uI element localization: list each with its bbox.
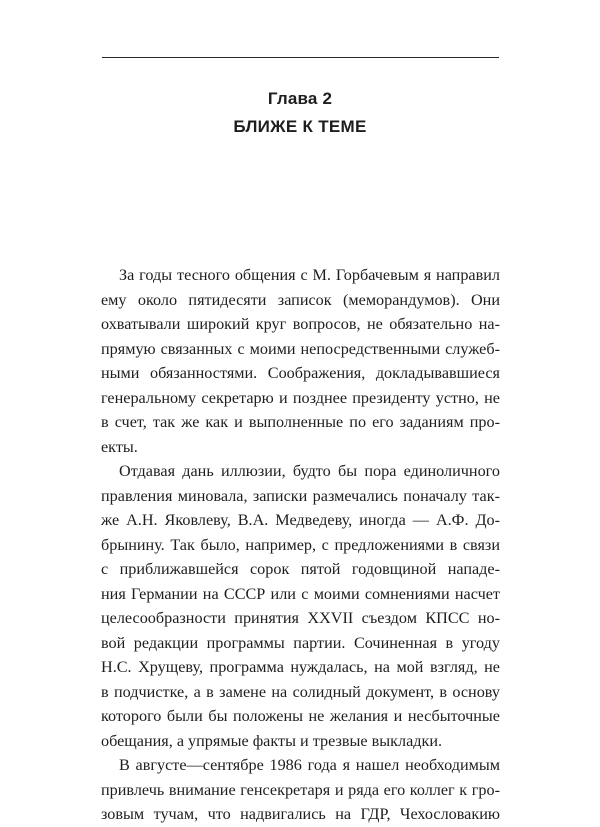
chapter-title: БЛИЖЕ К ТЕМЕ xyxy=(233,117,367,136)
text-line: вой редакции программы партии. Сочиненная в угоду xyxy=(101,633,500,652)
text-line: с приближавшейся сорок пятой годовщиной нападе- xyxy=(101,560,500,578)
text-line: Н.С. Хрущеву, программа нуждалась, на мой взгляд, не xyxy=(101,658,500,676)
body-text xyxy=(101,263,500,827)
text-line: ния Германии на СССР или с моими сомнениями насчет xyxy=(101,584,500,603)
header-rule xyxy=(102,57,499,58)
text-line: ными обязанностями. Соображения, докладывавшиеся xyxy=(101,364,500,382)
text-line: которого были бы положены не желания и несбыточные xyxy=(101,707,500,725)
chapter-number: Глава 2 xyxy=(267,89,333,108)
text-line: правления миновала, записки размечались поначалу так- xyxy=(101,486,500,505)
text-line: генеральному секретарю и позднее президенту устно, не xyxy=(101,388,500,407)
text-line: За годы тесного общения с М. Горбачевым я направил xyxy=(119,266,500,284)
text-line: целесообразности принятия XXVII съездом КПСС но- xyxy=(101,609,500,627)
text-line: привлечь внимание генсекретаря и ряда его коллег к гро- xyxy=(101,780,500,799)
text-line: В августе—сентябре 1986 года я нашел необходимым xyxy=(119,756,500,774)
text-line: зовым тучам, что надвигались на ГДР, Чехословакию xyxy=(101,805,500,823)
text-line: обещания, а упрямые факты и трезвые выкладки. xyxy=(101,731,443,750)
text-line: в подчистке, а в замене на солидный документ, в основу xyxy=(101,682,500,701)
text-line: Отдавая дань иллюзии, будто бы пора единоличного xyxy=(119,462,500,480)
text-line: прямую связанных с моими непосредственными служеб- xyxy=(101,339,500,358)
text-line: екты. xyxy=(101,437,138,456)
text-line: брынину. Так было, например, с предложениями в связи xyxy=(101,535,500,554)
text-line: же А.Н. Яковлеву, В.А. Медведеву, иногда — А.Ф. До- xyxy=(101,511,500,529)
text-line: ему около пятидесяти записок (меморандумов). Они xyxy=(101,290,500,309)
text-line: охватывали широкий круг вопросов, не обязательно на- xyxy=(101,315,500,333)
text-line: в счет, так же как и выполненные по его заданиям про- xyxy=(101,413,500,431)
